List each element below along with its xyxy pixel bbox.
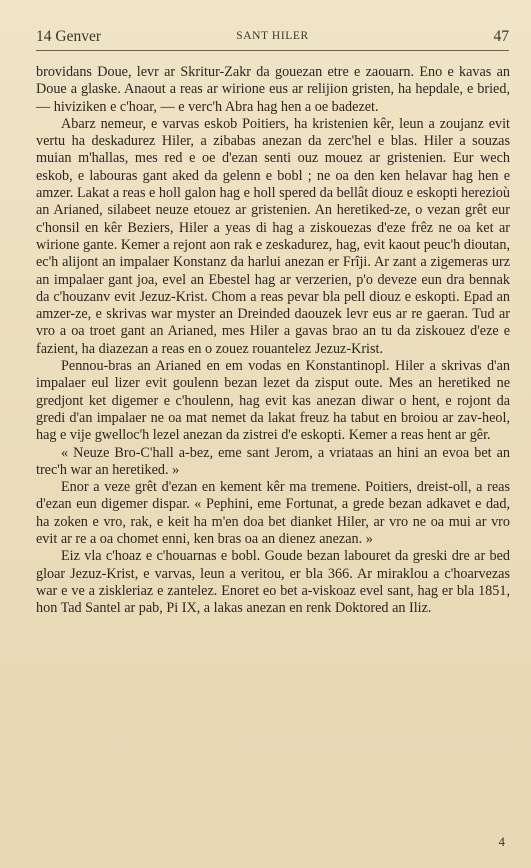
paragraph-1: brovidans Doue, levr ar Skritur-Zakr da gouezan etre e zaouarn. Eno e kavas an Doue a glaske. Anaout a reas ar wirione eus ar relijion gristen, ha hepdale, e bried, — hiviziken e c'hoar, — e verc'h Abra hag hen a oe badezet. <box>36 64 510 115</box>
body-text <box>36 64 510 618</box>
paragraph-6: Eiz vla c'hoaz e c'houarnas e bobl. Goude bezan labouret da greski dre ar bed gloar Jezuz-Krist, e varvas, leun a veritou, er bla 366. Ar miraklou a c'hoarvezas war e ve a ziskleriaz e zantelez. Enoret eo bet a-viskoaz evel sant, hag er bla 1851, hon Tad Santel ar pab, Pi IX, a lakas anezan en renk Doktored an Iliz. <box>36 548 510 617</box>
running-header <box>36 28 509 50</box>
paragraph-2: Abarz nemeur, e varvas eskob Poitiers, ha kristenien kêr, leun a zoujanz evit vertu ha deskadurez Hiler, a zibabas anezan da zerc'hel e blas. Hiler a souzas muian m'hallas, mes red e oe d'ezan senti ouz mouez ar gristenien. Eur wech eskob, e labouras gant aked da gelenn e bobl ; ne oa den ken helavar hag hen e amzer. Lakat a reas e holl galon hag e holl spered da bellât diouz e eskopti herezioù an Arianed, silabeet neuze etouez ar gristenien. An heretiked-ze, o vezan grêt eur c'honsil en kêr Beziers, Hiler a yeas di hag a ziskouezas d'eze frêz ne oa ket ar wirione gante. Kemer a rejont aon rak e zeskadurez, hag, evit kaout peuc'h dioutan, ec'h alijont an impalaer Konstanz da harlui anezan er Frîji. Ar zant a zigemeras urz an impalaer gant joa, evel an Ebestel hag ar verzerien, p'o deveze eun dra bennak da c'houzanv evit Jezuz-Krist. Chom a reas pevar bla pell diouz e eskopti. Epad an amzer-ze, e skrivas war myster an Dreinded daouzek levr eus ar re gaeran. Tud ar vro a oa troet gant an Arianed, mes Hiler a gavas brao an tu da ziskouez d'eze e fazient, ha diazezan a reas en o zouez rouantelez Jezuz-Krist. <box>36 115 510 357</box>
signature-mark: 4 <box>498 834 505 849</box>
paragraph-3: Pennou-bras an Arianed en em vodas en Konstantinopl. Hiler a skrivas d'an impalaer eul lizer evit goulenn bezan lezet da zisput oute. Mes an heretiked ne gredjont ket digemer e c'houlenn, hag evit kas anezan diwar o hent, e rojont da gredi d'an impalaer ne oa mat nemet da lakat freuz ha tabut en broiou ar zav-heol, hag e vije gwelloc'h lezel anezan da zistrei d'e eskopti. Kemer a reas hent ar gêr. <box>36 358 510 444</box>
paragraph-5: Enor a veze grêt d'ezan en kement kêr ma tremene. Poitiers, dreist-oll, a reas d'ezan eun digemer dispar. « Pephini, eme Fortunat, a grede bezan adkavet e dad, ha zoken e vro, rak, e keit ha m'en doa bet dianket Hiler, ar vro ne oa mui ar vro evit ar re a oa chomet enni, ken bras oa an dienez anezan. » <box>36 479 510 548</box>
header-title: SANT HILER <box>236 30 309 42</box>
page-number: 47 <box>493 28 509 45</box>
header-rule <box>36 50 509 51</box>
header-date: 14 Genver <box>36 28 101 45</box>
paragraph-4-quote: « Neuze Bro-C'hall a-bez, eme sant Jerom, a vriataas an hini an evoa bet an trec'h war an heretiked. » <box>36 444 510 478</box>
